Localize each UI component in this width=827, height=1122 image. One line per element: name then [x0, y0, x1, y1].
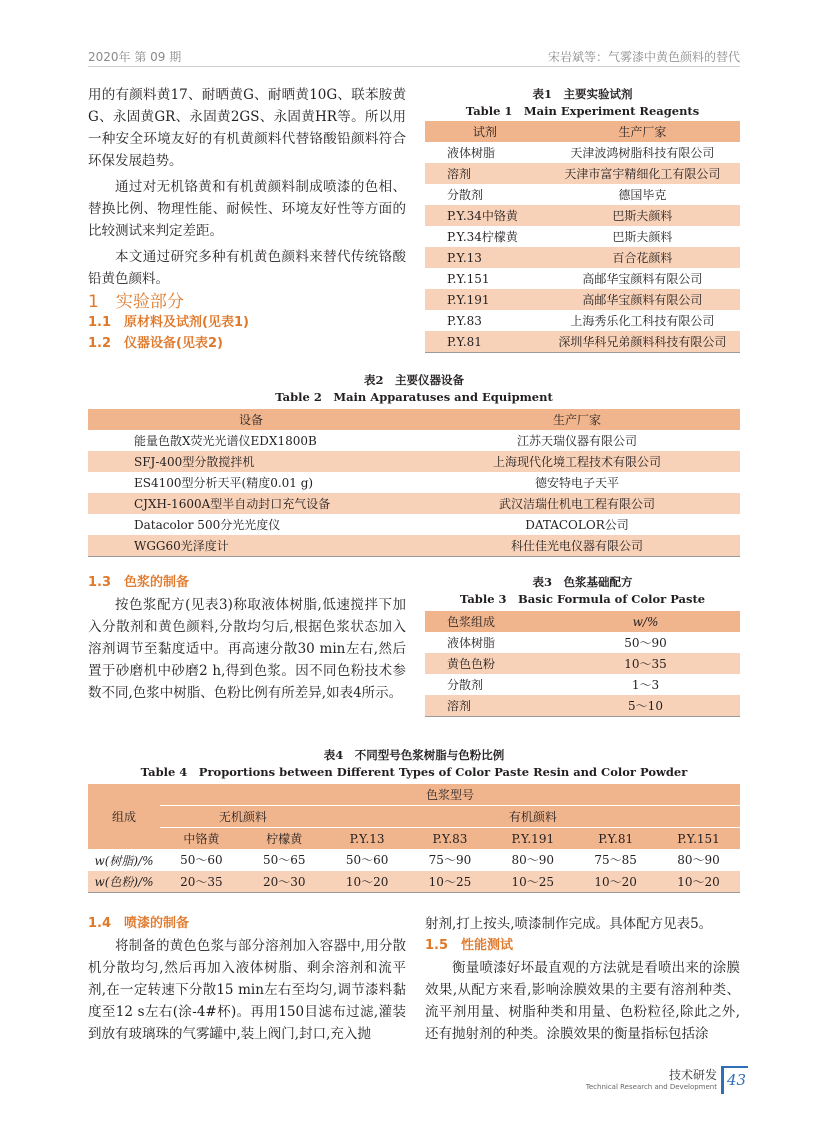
table-1-cell: 德国毕克 — [618, 188, 667, 202]
section-1-4-heading: 1.4 喷漆的制备 — [88, 916, 190, 931]
table-3-header: w/% — [632, 614, 659, 629]
table-2-cell: WGG60光泽度计 — [134, 539, 229, 553]
table-4-cell: 80～90 — [511, 853, 555, 868]
table-2-cell: 江苏天瑞仪器有限公司 — [516, 434, 637, 448]
section-1-3-text: 按色浆配方(见表3)称取液体树脂,低速搅拌下加入分散剂和黄色颜料,分散均匀后,根据色浆状态加入溶剂调节至黏度适中。再高速分散30 min左右,然后置于砂磨机中砂磨2 h,得到色浆。因不同色粉技术参数不同,色浆中树脂、色粉比例有所差异,如表4所示。 — [88, 597, 406, 701]
table-3-cell: 溶剂 — [447, 699, 472, 713]
table-3-row — [425, 632, 740, 653]
table-4-column-header: P.Y.83 — [432, 831, 468, 846]
table-3-cell: 10～35 — [624, 657, 667, 671]
table-4-column-header: P.Y.191 — [511, 831, 555, 846]
table-3-cell: 50～90 — [624, 636, 667, 650]
table-1-header: 生产厂家 — [618, 125, 667, 139]
table-3-cell: 分散剂 — [447, 678, 484, 692]
table-1-cell: 天津市富宇精细化工有限公司 — [564, 167, 721, 181]
table-2-cell: SFJ-400型分散搅拌机 — [134, 455, 255, 469]
section-1-heading: 1 实验部分 — [88, 292, 184, 312]
table-4-header-composition: 组成 — [88, 784, 160, 849]
table-3-row — [425, 695, 740, 717]
page-number: 43 — [727, 1071, 747, 1089]
table-1-row — [425, 289, 740, 310]
table-2-cell: ES4100型分析天平(精度0.01 g) — [134, 476, 314, 490]
table-4-column-header: P.Y.151 — [677, 831, 720, 846]
table-2-header: 设备 — [238, 413, 263, 427]
table-1-cell: P.Y.13 — [447, 250, 482, 265]
table-4-caption-en: Table 4 Proportions between Different Types of Color Paste Resin and Color Powder — [140, 765, 688, 779]
table-2-row — [88, 451, 740, 472]
table-4-column-header: P.Y.13 — [349, 831, 385, 846]
table-4-cell: 20～35 — [180, 874, 223, 889]
table-1-cell: 深圳华科兄弟颜料科技有限公司 — [558, 335, 727, 349]
table-1-row — [425, 310, 740, 331]
table-2-cell: 德安特电子天平 — [534, 476, 619, 490]
table-1-row — [425, 163, 740, 184]
table-4-cell: 10～25 — [428, 874, 472, 889]
table-3-row — [425, 653, 740, 674]
table-1-cell: P.Y.81 — [447, 334, 482, 349]
table-1-row — [425, 226, 740, 247]
table-3-cell: 5～10 — [628, 699, 663, 713]
table-3-caption-en: Table 3 Basic Formula of Color Paste — [459, 592, 706, 606]
intro-p3: 本文通过研究多种有机黄色颜料来替代传统铬酸铅黄色颜料。 — [88, 249, 406, 287]
intro-p2: 通过对无机铬黄和有机黄颜料制成喷漆的色相、替换比例、物理性能、耐候性、环境友好性等方面的比较测试来判定差距。 — [88, 179, 406, 239]
section-1-5-heading: 1.5 性能测试 — [425, 938, 514, 953]
table-4-cell: 80～90 — [677, 853, 720, 868]
table-3-cell: 1～3 — [631, 678, 660, 692]
table-1-cell: 液体树脂 — [447, 146, 496, 160]
table-1-cell: 分散剂 — [447, 188, 484, 202]
table-1-header: 试剂 — [472, 125, 497, 139]
continued-text: 射剂,打上按头,喷漆制作完成。具体配方见表5。 — [425, 916, 713, 932]
footer-column-en: Technical Research and Development — [585, 1083, 717, 1091]
table-1-row — [425, 184, 740, 205]
table-1-cell: P.Y.151 — [447, 271, 490, 286]
table-4-cell: 50～65 — [262, 853, 306, 868]
section-1-2-heading: 1.2 仪器设备(见表2) — [88, 336, 223, 351]
table-2-row — [88, 472, 740, 493]
table-4-header-organic: 有机颜料 — [326, 806, 740, 828]
table-2-cell: DATACOLOR公司 — [525, 518, 629, 532]
table-4-column-header: 柠檬黄 — [266, 832, 303, 846]
table-4-row — [88, 849, 740, 871]
table-2 — [88, 372, 740, 557]
table-1 — [425, 86, 740, 353]
intro-p1: 用的有颜料黄17、耐晒黄G、耐晒黄10G、联苯胺黄G、永固黄GR、永固黄2GS、永固黄HR等。所以用一种安全环境友好的有机黄颜料代替铬酸铅颜料符合环保发展趋势。 — [88, 87, 406, 169]
table-2-caption-cn: 表2 主要仪器设备 — [363, 373, 464, 387]
page-number-box — [721, 1066, 748, 1094]
table-1-row — [425, 142, 740, 163]
table-4-cell: 10～20 — [345, 874, 389, 889]
footer-column-cn: 技术研发 — [668, 1068, 717, 1082]
table-4-cell: 50～60 — [180, 853, 223, 868]
table-2-cell: CJXH-1600A型半自动封口充气设备 — [134, 497, 331, 511]
table-3-cell: 黄色色粉 — [447, 657, 496, 671]
table-1-cell: 天津波鸿树脂科技有限公司 — [570, 146, 715, 160]
table-2-cell: 科仕佳光电仪器有限公司 — [510, 539, 643, 553]
intro-text — [88, 84, 406, 290]
table-2-row — [88, 493, 740, 514]
table-1-caption-en: Table 1 Main Experiment Reagents — [465, 104, 700, 118]
table-1-row — [425, 247, 740, 268]
table-1-cell: 巴斯夫颜料 — [612, 230, 673, 244]
table-1-cell: 高邮华宝颜料有限公司 — [582, 293, 703, 307]
table-2-cell: 能量色散X荧光光谱仪EDX1800B — [134, 434, 317, 448]
table-1-row — [425, 268, 740, 289]
table-1-cell: P.Y.34柠檬黄 — [447, 230, 518, 244]
table-4-cell: 20～30 — [262, 874, 306, 889]
table-4-header-inorganic: 无机颜料 — [160, 806, 326, 828]
table-3-header: 色浆组成 — [447, 615, 496, 629]
table-2-row — [88, 535, 740, 557]
table-1-cell: 上海秀乐化工科技有限公司 — [570, 314, 715, 328]
table-4-row-label: w(树脂)/% — [94, 853, 154, 868]
table-3-caption-cn: 表3 色浆基础配方 — [532, 575, 633, 589]
table-1-cell: 高邮华宝颜料有限公司 — [582, 272, 703, 286]
issue-label: 2020年 第 09 期 — [88, 50, 182, 64]
table-4-cell: 10～20 — [677, 874, 720, 889]
section-1-3-heading: 1.3 色浆的制备 — [88, 575, 190, 590]
table-4-cell: 10～25 — [511, 874, 555, 889]
section-1-5-text: 衡量喷漆好坏最直观的方法就是看喷出来的涂膜效果,从配方来看,影响涂膜效果的主要有溶剂种类、流平剂用量、树脂种类和用量、色粉粒径,除此之外,还有抛射剂的种类。涂膜效果的衡量指标包括涂 — [425, 960, 740, 1042]
table-1-cell: P.Y.34中铬黄 — [447, 209, 518, 223]
table-4-column-header: P.Y.81 — [598, 831, 634, 846]
table-4 — [88, 747, 740, 893]
table-2-row — [88, 514, 740, 535]
table-1-cell: 百合花颜料 — [612, 251, 673, 265]
table-1-row — [425, 205, 740, 226]
table-1-caption-cn: 表1 主要实验试剂 — [532, 87, 633, 101]
table-4-row-label: w(色粉)/% — [94, 874, 154, 889]
table-3-cell: 液体树脂 — [447, 636, 496, 650]
table-1-cell: 溶剂 — [447, 167, 472, 181]
table-2-cell: Datacolor 500分光光度仪 — [134, 518, 281, 532]
table-1-cell: 巴斯夫颜料 — [612, 209, 673, 223]
table-4-header-type: 色浆型号 — [160, 784, 740, 806]
table-4-row — [88, 871, 740, 893]
table-1-cell: P.Y.191 — [447, 292, 490, 307]
table-2-cell: 上海现代化境工程技术有限公司 — [492, 455, 661, 469]
table-4-cell: 75～90 — [428, 853, 472, 868]
running-title: 宋岩斌等：气雾漆中黄色颜料的替代 — [547, 50, 740, 64]
table-3-row — [425, 674, 740, 695]
table-2-header: 生产厂家 — [552, 413, 601, 427]
table-4-cell: 10～20 — [594, 874, 637, 889]
table-2-cell: 武汉洁瑞仕机电工程有限公司 — [498, 497, 655, 511]
table-2-caption-en: Table 2 Main Apparatuses and Equipment — [275, 390, 553, 404]
header-divider — [88, 66, 740, 67]
table-1-cell: P.Y.83 — [447, 313, 482, 328]
table-4-cell: 75～85 — [594, 853, 637, 868]
section-1-1-heading: 1.1 原材料及试剂(见表1) — [88, 315, 249, 330]
table-3 — [425, 574, 740, 717]
table-4-caption-cn: 表4 不同型号色浆树脂与色粉比例 — [323, 748, 505, 762]
table-4-column-header: 中铬黄 — [183, 832, 220, 846]
table-1-row — [425, 331, 740, 353]
section-1-4-text: 将制备的黄色色浆与部分溶剂加入容器中,用分散机分散均匀,然后再加入液体树脂、剩余溶剂和流平剂,在一定转速下分散15 min左右至均匀,调节漆料黏度至12 s左右(涂-4#杯)。再用150目滤布过滤,灌装到放有玻璃珠的气雾罐中,装上阀门,封口,充入抛 — [88, 938, 406, 1042]
table-4-cell: 50～60 — [345, 853, 389, 868]
table-2-row — [88, 430, 740, 451]
